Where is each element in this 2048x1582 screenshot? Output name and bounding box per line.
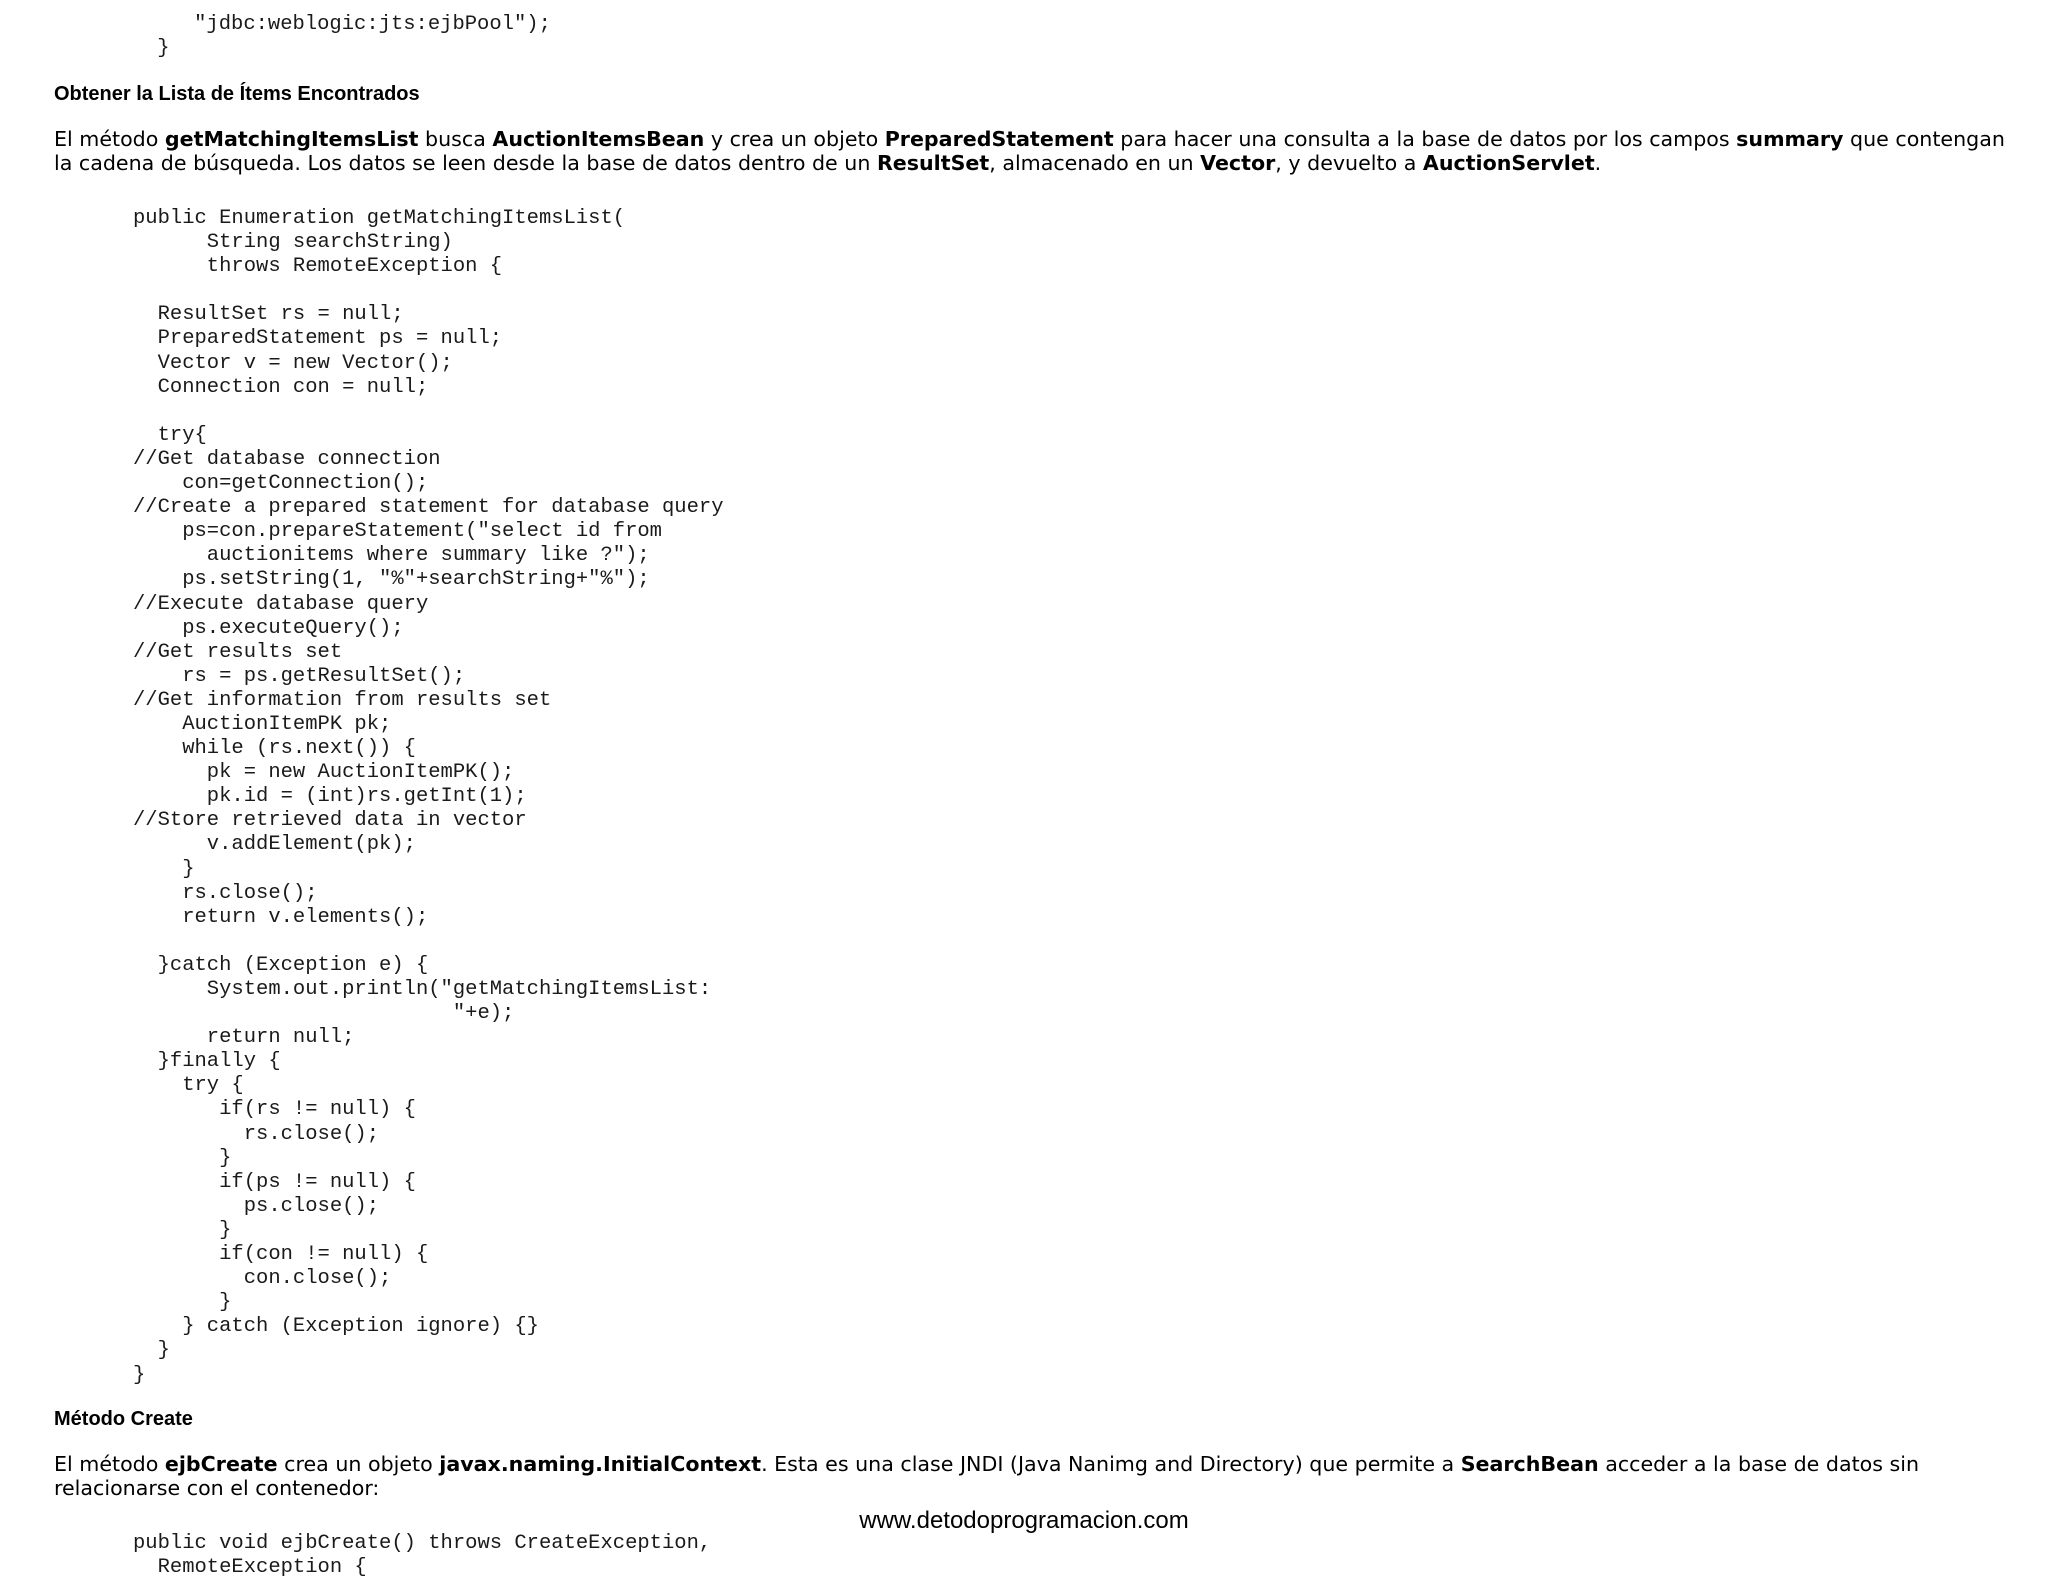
code-block-get-matching-items-list: public Enumeration getMatchingItemsList( String searchString) throws RemoteException { ResultSet rs = null; PreparedStatement ps = null; Vector v = new Vector(); Connection con = null; try{ //Get database connection con=getConnection(); //Create a prepared statement for database query ps=con.prepareStatement("select id from auctionitems where summary like ?"); ps.setString(1, "%"+searchString+"%"); //Execute database query ps.executeQuery(); //Get results set rs = ps.getResultSet(); //Get information from results set AuctionItemPK pk; while (rs.next()) { pk = new AuctionItemPK(); pk.id = (int)rs.getInt(1); //Store retrieved data in vector v.addElement(pk); } rs.close(); return v.elements(); }catch (Exception e) { System.out.println("getMatchingItemsList: "+e); return null; }finally { try { if(rs != null) { rs.close(); } if(ps != null) { ps.close(); } if(con != null) { con.close(); } } catch (Exception ignore) {} } } (133, 207, 724, 1387)
paragraph-create-method: El método ejbCreate crea un objeto javax.naming.InitialContext. Esta es una clase JNDI (Java Nanimg and Directory) que permite a SearchBean acceder a la base de datos sin relacionarse con el contenedor: (54, 1452, 1920, 1501)
code-block-top: "jdbc:weblogic:jts:ejbPool"); } (157, 13, 551, 61)
section-heading-create-method: Método Create (54, 1408, 193, 1430)
footer-website-url: www.detodoprogramacion.com (859, 1507, 1189, 1534)
paragraph-matching-items: El método getMatchingItemsList busca AuctionItemsBean y crea un objeto PreparedStatement para hacer una consulta a la base de datos por los campos summary que contengan la cadena de búsqueda. Los datos se leen desde la base de datos dentro de un ResultSet, almacenado en un Vector, y devuelto a AuctionServlet. (54, 127, 2005, 176)
section-heading-matching-items: Obtener la Lista de Ítems Encontrados (54, 83, 420, 105)
code-block-ejb-create: public void ejbCreate() throws CreateException, RemoteException { (133, 1532, 712, 1580)
